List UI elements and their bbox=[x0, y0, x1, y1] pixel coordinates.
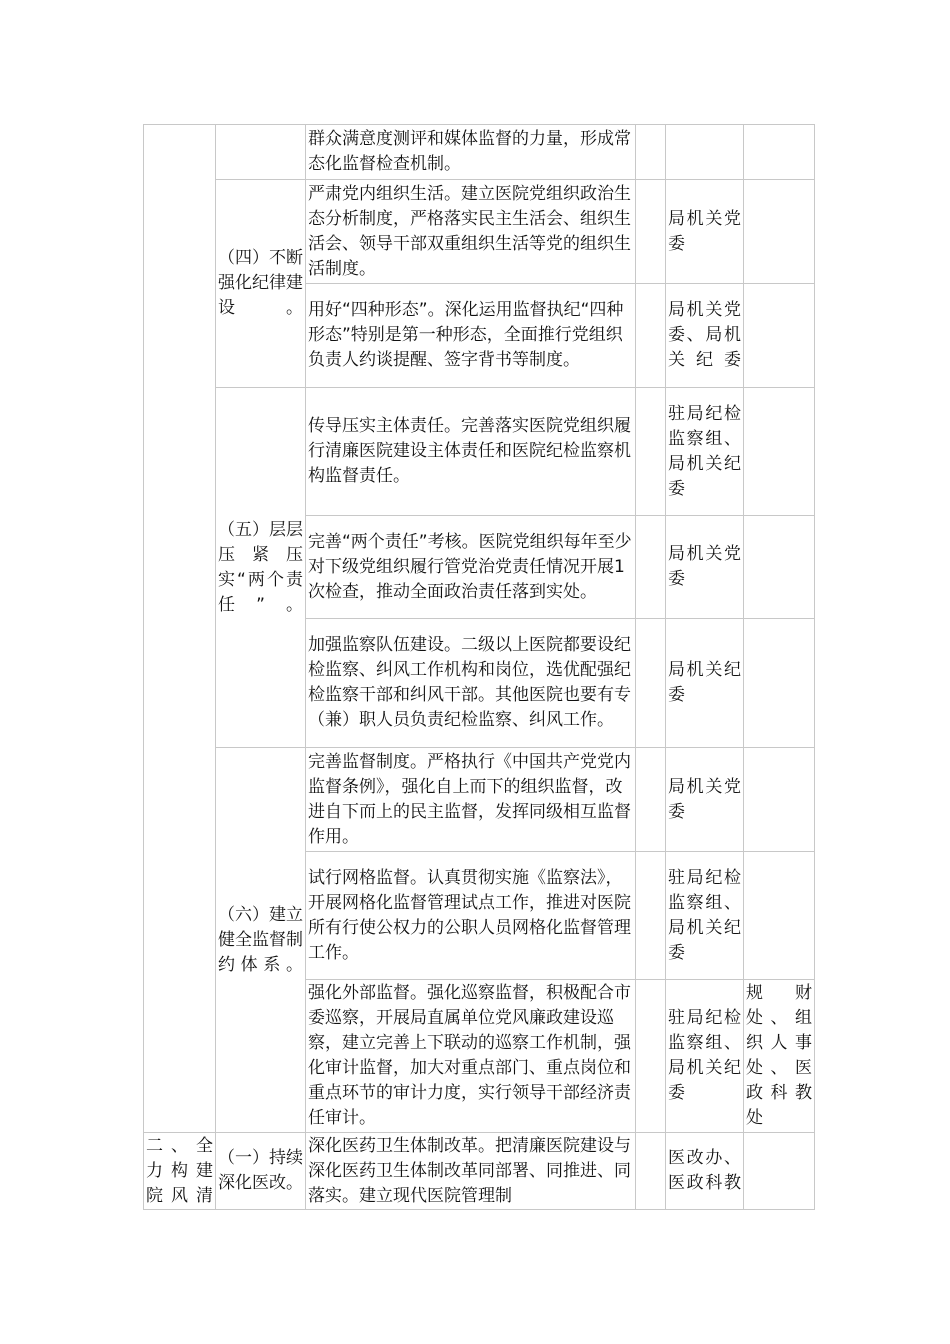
task-content: 用好“四种形态”。深化运用监督执纪“四种形态”特别是第一种形态，全面推行党组织负责人约谈提醒、签字背书等制度。 bbox=[306, 284, 636, 388]
lead-unit: 驻局纪检监察组、局机关纪委 bbox=[666, 852, 744, 980]
coop-unit bbox=[744, 516, 815, 619]
coop-unit bbox=[744, 284, 815, 388]
coop-unit bbox=[744, 388, 815, 516]
task-content: 传导压实主体责任。完善落实医院党组织履行清廉医院建设主体责任和医院纪检监察机构监督责任。 bbox=[306, 388, 636, 516]
coop-unit bbox=[744, 180, 815, 284]
blank-cell bbox=[636, 748, 666, 852]
table-row bbox=[144, 388, 815, 516]
blank-cell bbox=[636, 125, 666, 180]
coop-unit bbox=[744, 852, 815, 980]
group-cell-empty bbox=[144, 125, 216, 1133]
coop-unit bbox=[744, 1133, 815, 1210]
table-row bbox=[144, 180, 815, 284]
section-cell-empty bbox=[216, 125, 306, 180]
section-title: （四）不断强化纪律建设。 bbox=[216, 180, 306, 388]
task-content: 完善监督制度。严格执行《中国共产党党内监督条例》，强化自上而下的组织监督，改进自下而上的民主监督，发挥同级相互监督作用。 bbox=[306, 748, 636, 852]
blank-cell bbox=[636, 516, 666, 619]
task-content: 严肃党内组织生活。建立医院党组织政治生态分析制度，严格落实民主生活会、组织生活会、领导干部双重组织生活等党的组织生活制度。 bbox=[306, 180, 636, 284]
blank-cell bbox=[636, 284, 666, 388]
blank-cell bbox=[636, 619, 666, 748]
blank-cell bbox=[636, 180, 666, 284]
task-content: 试行网格监督。认真贯彻实施《监察法》，开展网格化监督管理试点工作，推进对医院所有行使公权力的公职人员网格化监督管理工作。 bbox=[306, 852, 636, 980]
lead-unit: 驻局纪检监察组、局机关纪委 bbox=[666, 980, 744, 1133]
task-table bbox=[143, 124, 815, 1210]
lead-unit bbox=[666, 125, 744, 180]
task-content: 强化外部监督。强化巡察监督，积极配合市委巡察，开展局直属单位党风廉政建设巡察，建立完善上下联动的巡察工作机制，强化审计监督，加大对重点部门、重点岗位和重点环节的审计力度，实行领导干部经济责任审计。 bbox=[306, 980, 636, 1133]
section-title: （六）建立健全监督制约体系。 bbox=[216, 748, 306, 1133]
coop-unit bbox=[744, 619, 815, 748]
blank-cell bbox=[636, 980, 666, 1133]
lead-unit: 医改办、医政科教 bbox=[666, 1133, 744, 1210]
group-title: 二、全力构建院风清 bbox=[144, 1133, 216, 1210]
table-row bbox=[144, 125, 815, 180]
blank-cell bbox=[636, 388, 666, 516]
lead-unit: 局机关党委 bbox=[666, 180, 744, 284]
task-content: 完善“两个责任”考核。医院党组织每年至少对下级党组织履行管党治党责任情况开展1次检查，推动全面政治责任落到实处。 bbox=[306, 516, 636, 619]
task-content: 加强监察队伍建设。二级以上医院都要设纪检监察、纠风工作机构和岗位，选优配强纪检监察干部和纠风干部。其他医院也要有专（兼）职人员负责纪检监察、纠风工作。 bbox=[306, 619, 636, 748]
task-content: 深化医药卫生体制改革。把清廉医院建设与深化医药卫生体制改革同部署、同推进、同落实。建立现代医院管理制 bbox=[306, 1133, 636, 1210]
lead-unit: 局机关党委 bbox=[666, 516, 744, 619]
table-row bbox=[144, 748, 815, 852]
lead-unit: 局机关纪委 bbox=[666, 619, 744, 748]
lead-unit: 驻局纪检监察组、局机关纪委 bbox=[666, 388, 744, 516]
task-content: 群众满意度测评和媒体监督的力量，形成常态化监督检查机制。 bbox=[306, 125, 636, 180]
lead-unit: 局机关党委 bbox=[666, 748, 744, 852]
blank-cell bbox=[636, 1133, 666, 1210]
section-title: （五）层层压紧压实“两个责任”。 bbox=[216, 388, 306, 748]
coop-unit bbox=[744, 748, 815, 852]
section-title: （一）持续深化医改。 bbox=[216, 1133, 306, 1210]
coop-unit bbox=[744, 125, 815, 180]
coop-unit: 规财处、组织人事处、医政科教处 bbox=[744, 980, 815, 1133]
blank-cell bbox=[636, 852, 666, 980]
lead-unit: 局机关党委、局机关纪委 bbox=[666, 284, 744, 388]
table-row bbox=[144, 1133, 815, 1210]
